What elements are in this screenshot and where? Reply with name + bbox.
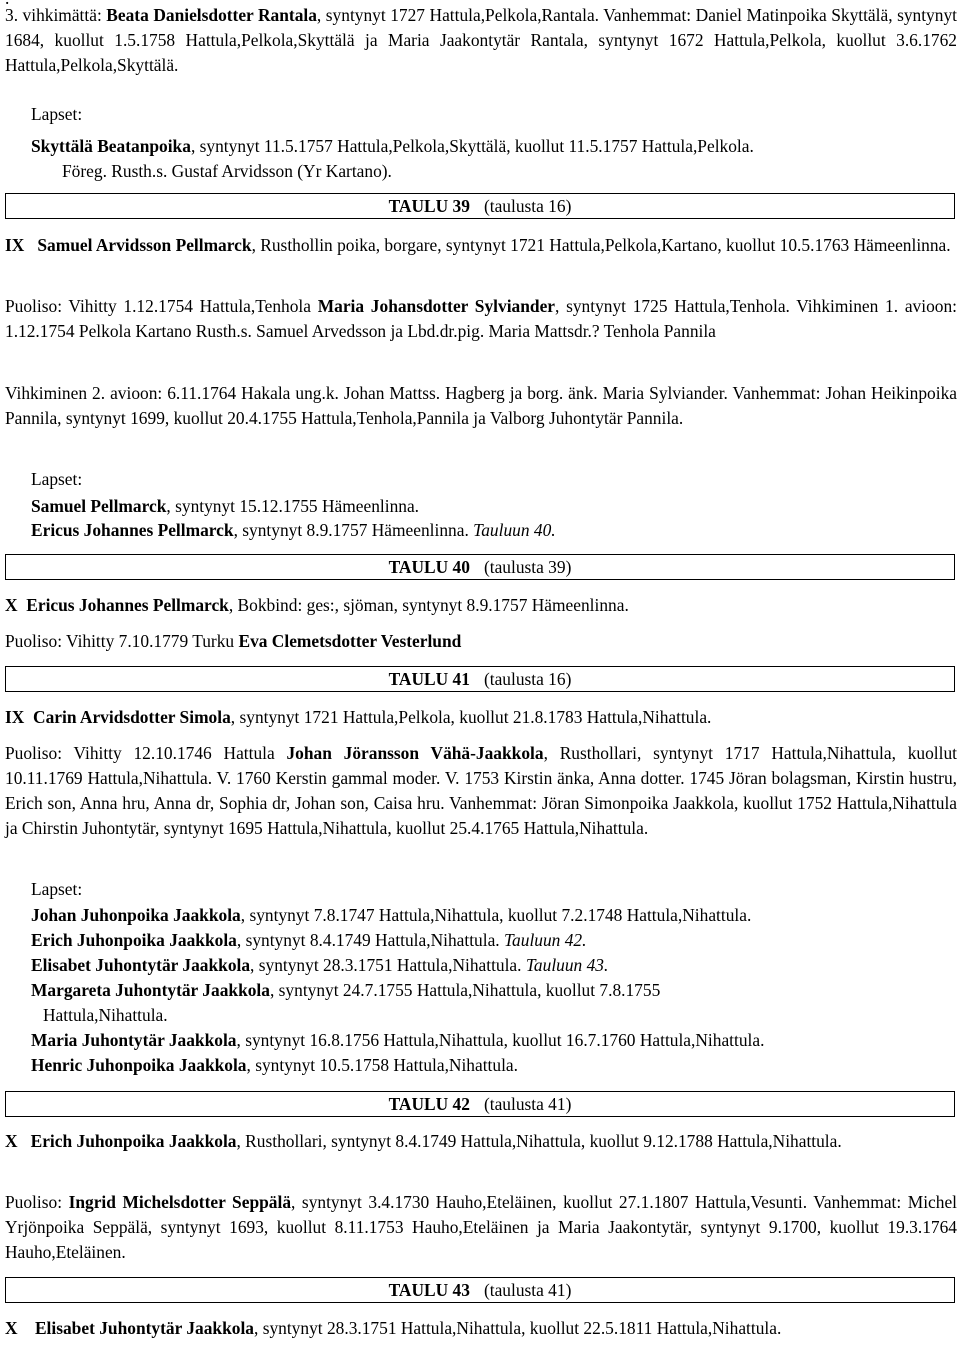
child-entry: [5, 494, 960, 519]
spouse-name: Johan Jöransson Vähä-Jaakkola: [286, 743, 544, 763]
table-header-41: [5, 666, 955, 692]
child-entry: [5, 928, 960, 953]
table-parent: (taulusta 41): [483, 1094, 572, 1114]
child-ref: Tauluun 43.: [525, 955, 609, 975]
main-person-42: [5, 1129, 957, 1154]
person-name: Carin Arvidsdotter Simola: [33, 707, 231, 727]
table-number: TAULU 42: [388, 1094, 470, 1114]
table-header-42: [5, 1091, 955, 1117]
table-parent: (taulusta 16): [483, 669, 572, 689]
child-name: Ericus Johannes Pellmarck: [31, 520, 234, 540]
child-name: Johan Juhonpoika Jaakkola: [31, 905, 241, 925]
child-entry: [5, 903, 960, 928]
child-name: Elisabet Juhontytär Jaakkola: [31, 955, 251, 975]
spouse-41: [5, 741, 957, 841]
person-name: Elisabet Juhontytär Jaakkola: [34, 1318, 254, 1338]
generation: IX: [5, 235, 25, 255]
spouse-42: [5, 1190, 957, 1265]
table-parent: (taulusta 16): [483, 196, 572, 216]
entry-prefix: 3. vihkimättä:: [5, 5, 107, 25]
child-entry: [5, 953, 960, 978]
child-text: , syntynyt 8.9.1757 Hämeenlinna.: [233, 520, 474, 540]
main-person-39: [5, 233, 957, 258]
entry-text: , syntynyt 1727 Hattula,Pelkola,Rantala. Vanhemmat: Daniel Matinpoika Skyttälä, syntynyt 1684, kuollut 1.5.1758 Hattula,Pelkola,Skyttälä ja Maria Jaakontytär Rantala, syntynyt 1672 Hattula,Pelkola, kuollut 3.6.1762 Hattula,Pelkola,Skyttälä.: [5, 5, 957, 75]
second-marriage-39: Vihkiminen 2. avioon: 6.11.1764 Hakala ung.k. Johan Mattss. Hagberg ja borg. änk. Maria Sylviander. Vanhemmat: Johan Heikinpoika Pannila, syntynyt 1699, kuollut 20.4.1755 Hattula,Tenhola,Pannila ja Valborg Juhontytär Pannila.: [5, 383, 957, 428]
generation: X: [5, 595, 18, 615]
table-parent: (taulusta 39): [483, 557, 572, 577]
child-entry: [5, 1028, 960, 1053]
spouse-text: , Rusthollari, syntynyt 1717 Hattula,Nihattula, kuollut 10.11.1769 Hattula,Nihattula. V. 1760 Kerstin gammal moder. V. 1753 Kirstin änka, Anna dotter. 1745 Jöran bolagsman, Kirstin hustru, Erich son, Anna hru, Anna dr, Sophia dr, Johan son, Caisa hru. Vanhemmat: Jöran Simonpoika Jaakkola, kuollut 1752 Hattula,Nihattula ja Chirstin Juhontytär, syntynyt 1695 Hattula,Nihattula, kuollut 25.4.1765 Hattula,Nihattula.: [5, 743, 957, 838]
child-name: Margareta Juhontytär Jaakkola: [31, 980, 270, 1000]
child-text-cont: Hattula,Nihattula.: [43, 1005, 168, 1025]
main-person-41: [5, 705, 957, 730]
child-name: Erich Juhonpoika Jaakkola: [31, 930, 237, 950]
spouse-name: Ingrid Michelsdotter Seppälä: [68, 1192, 292, 1212]
child-text: , syntynyt 7.8.1747 Hattula,Nihattula, kuollut 7.2.1748 Hattula,Nihattula.: [240, 905, 752, 925]
table-number: TAULU 40: [388, 557, 470, 577]
spouse-text: , syntynyt 1725 Hattula,Tenhola. Vihkiminen 1. avioon: 1.12.1754 Pelkola Kartano Rusth.s. Samuel Arvedsson ja Lbd.dr.pig. Maria Mattsdr.? Tenhola Pannila: [5, 296, 957, 341]
spouse-prefix: Puoliso: Vihitty 1.12.1754 Hattula,Tenhola: [5, 296, 318, 316]
main-person-40: [5, 593, 957, 618]
person-text: , Rusthollari, syntynyt 8.4.1749 Hattula,Nihattula, kuollut 9.12.1788 Hattula,Nihattula.: [236, 1131, 842, 1151]
person-text: , Rusthollin poika, borgare, syntynyt 1721 Hattula,Pelkola,Kartano, kuollut 10.5.1763 Hämeenlinna.: [251, 235, 951, 255]
table-header-39: [5, 193, 955, 219]
child-text: , syntynyt 15.12.1755 Hämeenlinna.: [166, 496, 420, 516]
child-ref: Tauluun 40.: [473, 520, 556, 540]
children-label: Lapset:: [31, 879, 83, 899]
spouse-39: [5, 294, 957, 344]
person-name: Erich Juhonpoika Jaakkola: [30, 1131, 237, 1151]
spouse-text: , syntynyt 3.4.1730 Hauho,Eteläinen, kuollut 27.1.1807 Hattula,Vesunti. Vanhemmat: Michel Yrjönpoika Seppälä, syntynyt 1693, kuollut 8.11.1753 Hauho,Eteläinen ja Maria Jaakontytär, syntynyt 9.1700, kuollut 19.3.1764 Hauho,Eteläinen.: [5, 1192, 958, 1262]
child-text: , syntynyt 24.7.1755 Hattula,Nihattula, kuollut 7.8.1755: [269, 980, 661, 1000]
main-person-43: [5, 1316, 957, 1341]
child-text: , syntynyt 10.5.1758 Hattula,Nihattula.: [246, 1055, 518, 1075]
spouse-prefix: Puoliso: Vihitty 12.10.1746 Hattula: [5, 743, 287, 763]
generation: X: [5, 1318, 18, 1338]
spouse-name: Maria Johansdotter Sylviander: [317, 296, 556, 316]
spouse-prefix: Puoliso: Vihitty 7.10.1779 Turku: [5, 631, 239, 651]
child-entry: [5, 518, 960, 543]
child-text: , syntynyt 11.5.1757 Hattula,Pelkola,Skyttälä, kuollut 11.5.1757 Hattula,Pelkola.: [190, 136, 754, 156]
generation: IX: [5, 707, 25, 727]
person-text: , syntynyt 1721 Hattula,Pelkola, kuollut 21.8.1783 Hattula,Nihattula.: [230, 707, 712, 727]
person-text: , Bokbind: ges:, sjöman, syntynyt 8.9.1757 Hämeenlinna.: [228, 595, 629, 615]
table-number: TAULU 43: [388, 1280, 470, 1300]
child-text: , syntynyt 8.4.1749 Hattula,Nihattula.: [236, 930, 504, 950]
child-name: Samuel Pellmarck: [31, 496, 167, 516]
child-text: , syntynyt 28.3.1751 Hattula,Nihattula.: [250, 955, 526, 975]
spouse-prefix: Puoliso:: [5, 1192, 69, 1212]
person-name: Beata Danielsdotter Rantala: [106, 5, 317, 25]
table-parent: (taulusta 41): [483, 1280, 572, 1300]
child-name: Henric Juhonpoika Jaakkola: [31, 1055, 247, 1075]
person-name: Ericus Johannes Pellmarck: [26, 595, 229, 615]
child-name: Skyttälä Beatanpoika: [31, 136, 191, 156]
child-name: Maria Juhontytär Jaakkola: [31, 1030, 237, 1050]
table-header-40: [5, 554, 955, 580]
table-header-43: [5, 1277, 955, 1303]
spouse-name: Eva Clemetsdotter Vesterlund: [238, 631, 462, 651]
table-number: TAULU 41: [388, 669, 470, 689]
table-number: TAULU 39: [388, 196, 470, 216]
child-text: , syntynyt 16.8.1756 Hattula,Nihattula, kuollut 16.7.1760 Hattula,Nihattula.: [236, 1030, 765, 1050]
person-name: Samuel Arvidsson Pellmarck: [37, 235, 252, 255]
generation: X: [5, 1131, 18, 1151]
person-text: , syntynyt 28.3.1751 Hattula,Nihattula, kuollut 22.5.1811 Hattula,Nihattula.: [254, 1318, 782, 1338]
children-label: Lapset:: [31, 104, 83, 124]
child-ref: Tauluun 42.: [503, 930, 587, 950]
spouse-entry-beata: [5, 3, 957, 78]
child-note: Föreg. Rusth.s. Gustaf Arvidsson (Yr Kartano).: [62, 161, 392, 181]
child-entry: [5, 978, 960, 1003]
spouse-40: [5, 629, 957, 654]
child-entry: [5, 1053, 960, 1078]
children-label: Lapset:: [31, 469, 83, 489]
child-entry: [5, 134, 960, 159]
